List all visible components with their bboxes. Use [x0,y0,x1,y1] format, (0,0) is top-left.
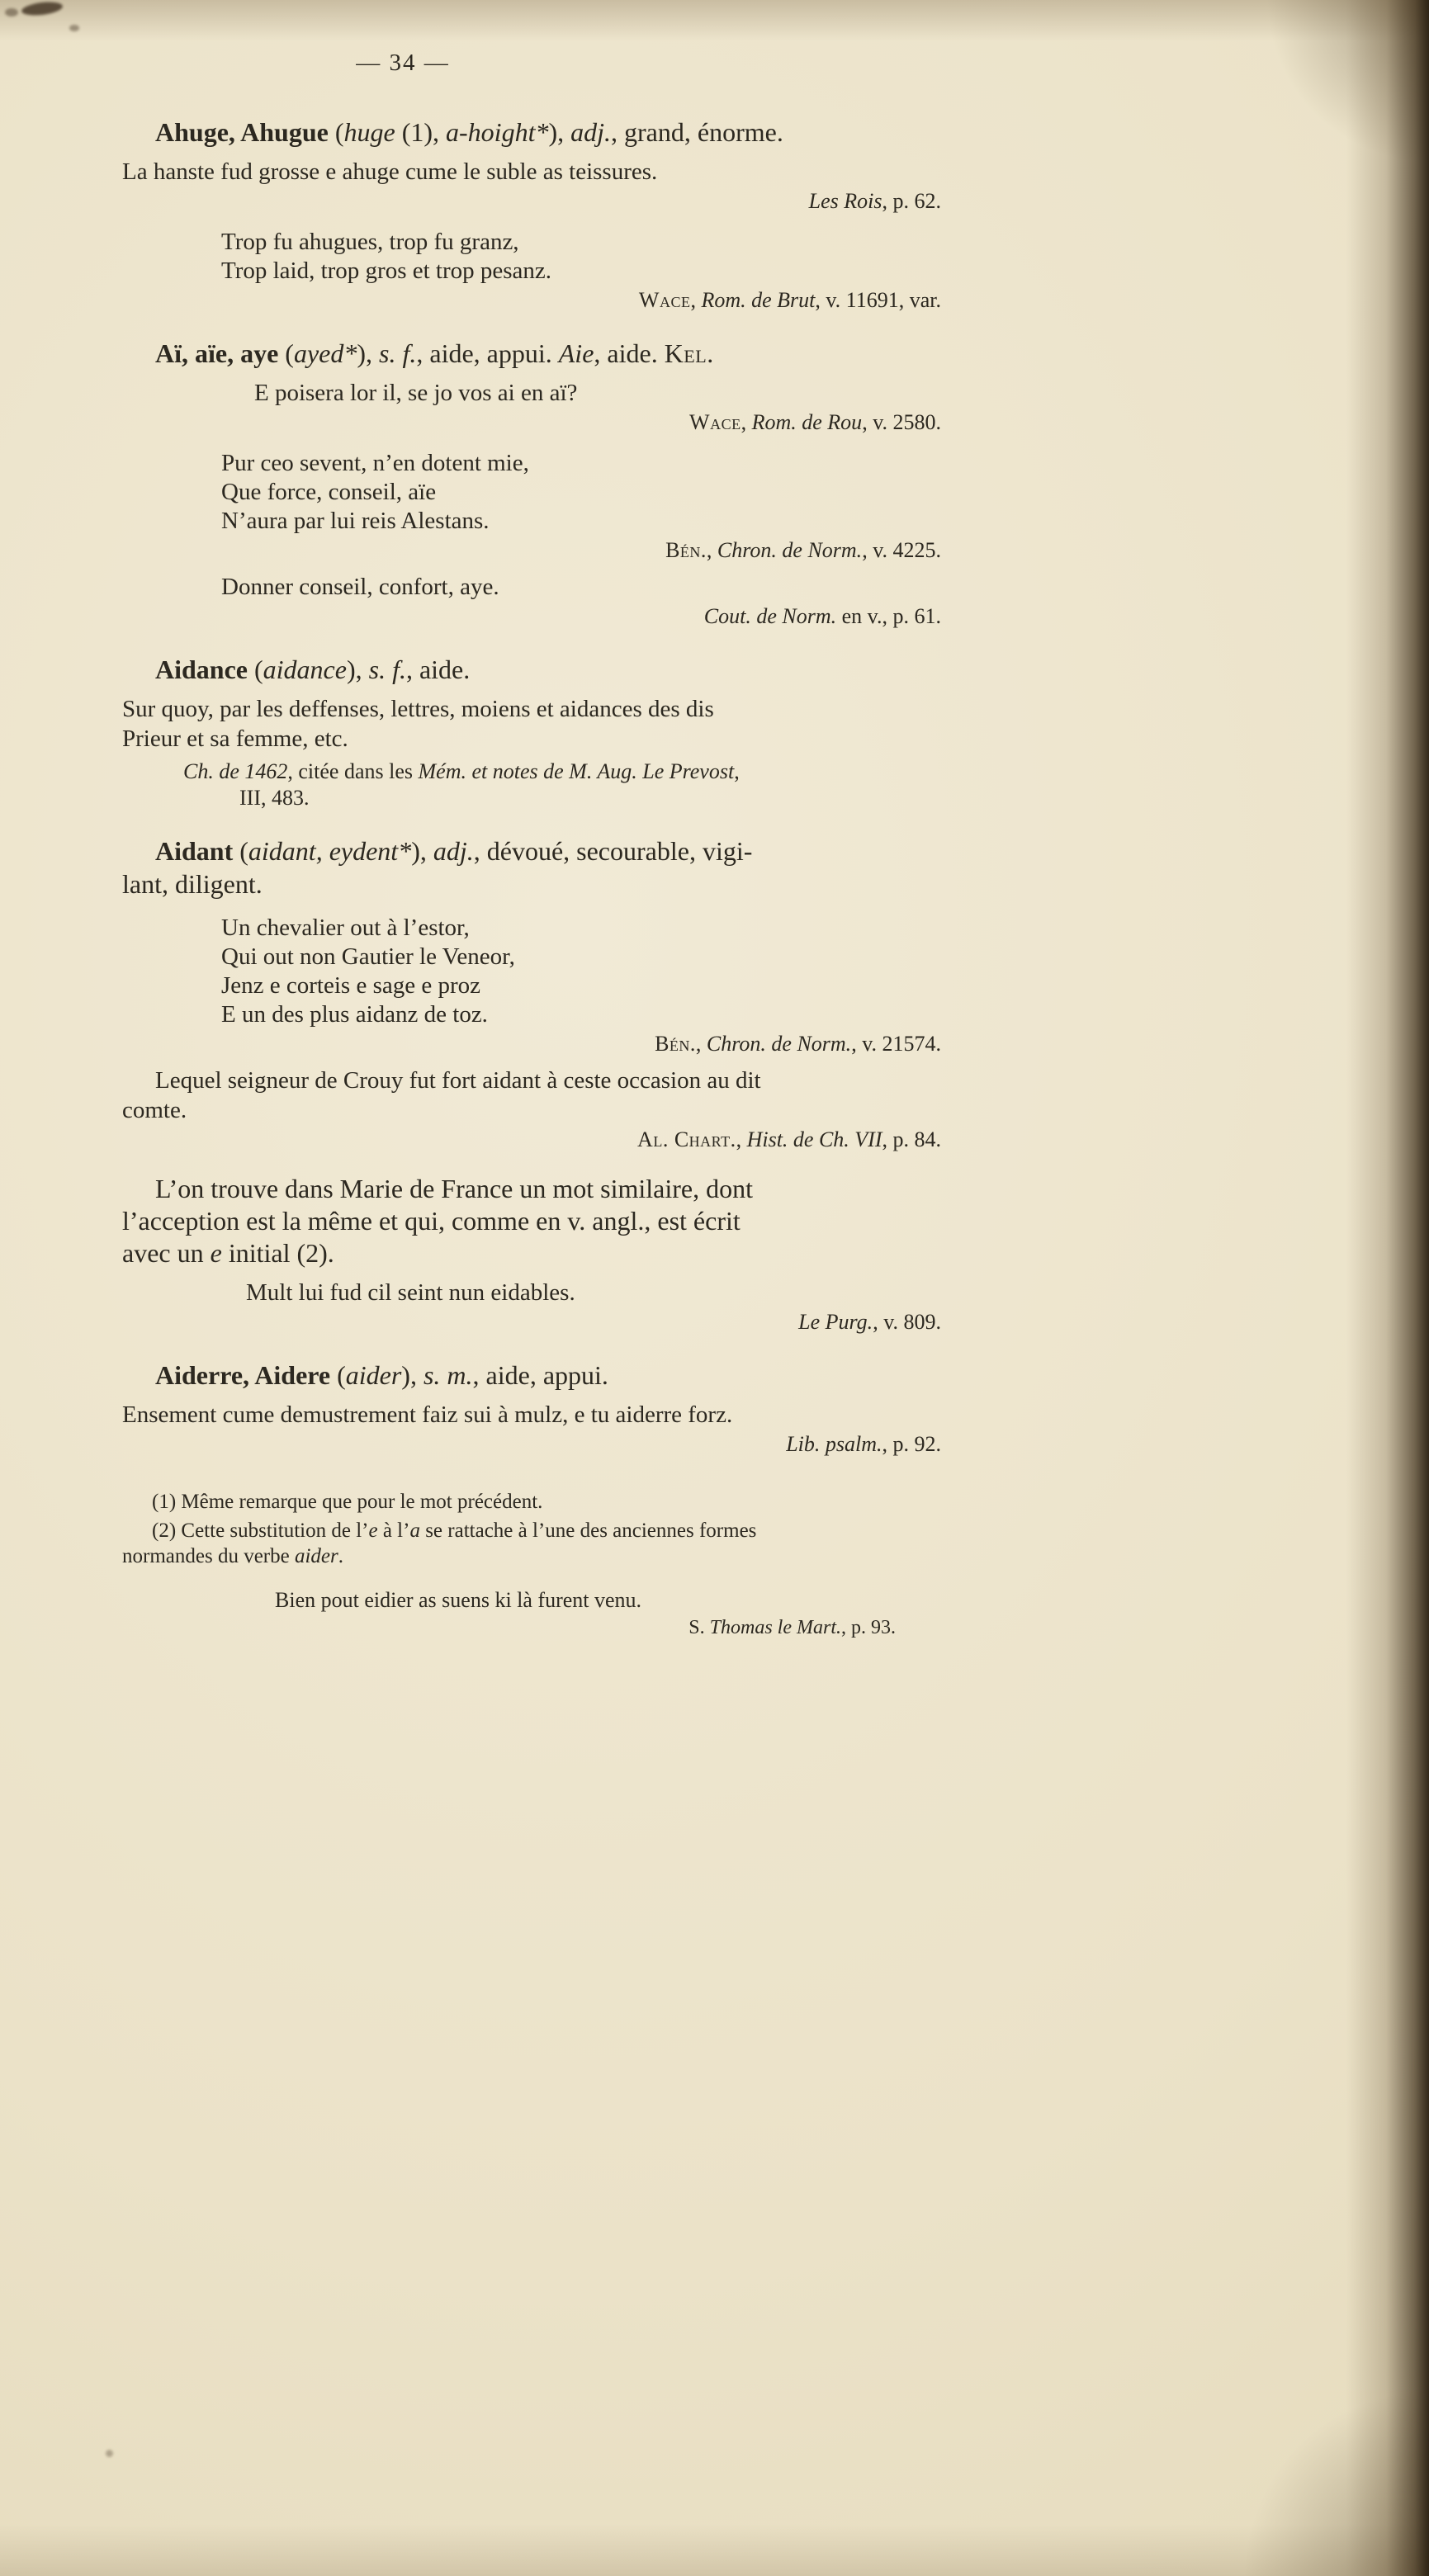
text-segment: huge [343,117,395,147]
text-segment: Que force, conseil, aïe [221,479,437,505]
text-segment: comte. [122,1097,187,1123]
citation-s-thomas [122,1615,896,1640]
quotation-sur-quoy [122,694,1249,754]
citation-ben-4225 [122,537,941,564]
text-segment: ), [411,836,433,866]
text-segment: , v. 21574. [851,1032,941,1056]
text-segment: Ensement cume demustrement faiz sui à mulz, e tu aiderre forz. [122,1401,733,1428]
text-segment: ), [401,1360,423,1390]
text-segment: ( [330,1360,346,1390]
quotation-lequel-seigneur [122,1066,1249,1125]
text-segment: , [706,538,717,562]
text-segment: , v. 2580. [862,410,941,434]
text-segment: , aide, appui. [472,1360,608,1390]
text-segment: , p. 93. [841,1617,896,1638]
text-segment: , v. 11691, var. [815,288,941,312]
quotation-la-hanste [122,157,1249,187]
text-segment: Bén. [665,538,707,562]
text-segment: aider [294,1545,338,1567]
text-segment: ), [357,338,380,368]
verse-quote-trop-fu [221,228,1249,286]
text-segment: Lib. psalm. [786,1432,882,1456]
text-segment: Le Purg. [798,1310,873,1334]
citation-lib-psalm [122,1431,941,1458]
text-segment: Al. Chart. [637,1127,736,1151]
text-segment: Hist. de Ch. VII [746,1127,882,1151]
text-segment: initial (2). [221,1238,334,1268]
ink-speck [106,2450,113,2457]
text-segment: Pur ceo sevent, n’en dotent mie, [221,450,529,476]
text-segment: Donner conseil, confort, aye. [221,574,499,600]
text-segment: ), [346,655,369,684]
text-segment: Bien pout eidier as suens ki là furent venu. [275,1588,642,1612]
text-segment: lant, diligent. [122,869,263,899]
text-segment: , p. 62. [882,189,941,213]
text-segment: , [741,410,752,434]
ink-speck [21,0,63,17]
text-segment: Mult lui fud cil seint nun eidables. [246,1279,575,1306]
entry-aiderre [122,1359,1249,1392]
text-segment: l’acception est la même et qui, comme en v. angl., est écrit [122,1206,741,1236]
text-segment: , v. 4225. [862,538,941,562]
text-segment: , dévoué, secourable, vigi- [473,836,753,866]
ink-speck [5,8,18,17]
text-segment: aidant, eydent* [248,836,412,866]
text-segment: Trop fu ahugues, trop fu granz, [221,229,519,255]
verse-quote-un-chevalier [221,914,1249,1029]
text-segment: Jenz e corteis e sage e proz [221,972,481,999]
page-content [122,48,1249,1640]
text-segment: Wace [638,288,691,312]
citation-les-rois [122,188,941,215]
text-segment: avec un [122,1238,211,1268]
text-segment: ), [548,117,571,147]
text-segment: ayed* [293,338,357,368]
citation-le-purg [122,1309,941,1335]
text-segment: s. m. [423,1360,473,1390]
text-segment: Les Rois [808,189,882,213]
text-segment: s. f. [368,655,406,684]
text-segment: L’on trouve dans Marie de France un mot similaire, dont [155,1174,753,1203]
text-segment: , v. 809. [873,1310,941,1334]
text-segment: e [210,1238,222,1268]
text-segment: se rattache à l’une des anciennes formes [419,1520,757,1542]
text-segment: s. f. [379,338,417,368]
text-segment: Bén. [655,1032,696,1056]
text-segment: E poisera lor il, se jo vos ai en aï? [254,380,578,406]
text-segment: Thomas le Mart. [709,1617,841,1638]
text-segment: , [690,288,702,312]
text-segment: (2) Cette substitution de l’ [152,1520,369,1542]
text-segment: , [695,1032,707,1056]
text-segment: Rom. de Brut [701,288,816,312]
quotation-e-poisera [254,378,1249,408]
text-segment: normandes du verbe [122,1545,295,1567]
text-segment: Prieur et sa femme, etc. [122,726,348,752]
text-segment: , p. 84. [882,1127,941,1151]
text-segment: , grand, énorme. [611,117,783,147]
text-segment: , aide, appui. [416,338,559,368]
quotation-mult-lui [246,1278,1249,1307]
text-segment: Un chevalier out à l’estor, [221,915,470,941]
text-segment: , citée dans les [287,759,419,783]
text-segment: ( [248,655,263,684]
text-segment: (1), [395,117,447,147]
text-segment: (1) Même remarque que pour le mot précédent. [152,1491,543,1513]
text-segment: Chron. de Norm. [717,538,863,562]
text-segment: Ahuge, Ahugue [155,117,329,147]
text-segment: E un des plus aidanz de toz. [221,1001,488,1028]
text-segment: en v., p. 61. [836,604,941,628]
text-segment: Sur quoy, par les deffenses, lettres, moiens et aidances des dis [122,696,714,722]
footnote-1 [122,1489,1249,1515]
text-segment: adj. [570,117,611,147]
text-segment: III, 483. [239,786,310,810]
text-segment: Kel [664,338,707,368]
text-segment: Cout. de Norm. [703,604,837,628]
text-segment: , aide. [405,655,471,684]
text-segment: a [409,1520,420,1542]
text-segment: à l’ [377,1520,410,1542]
text-segment: , aide. [594,338,665,368]
citation-ben-21574 [122,1031,941,1057]
ink-speck [69,25,79,31]
paragraph-lon-trouve [122,1173,1249,1269]
text-segment: aidance [263,655,347,684]
text-segment: Aiderre, Aidere [155,1360,331,1390]
text-segment: aider [345,1360,402,1390]
text-segment: , [734,759,740,783]
text-segment: Lequel seigneur de Crouy fut fort aidant à ceste occasion au dit [155,1067,761,1094]
entry-aidance [122,653,1249,686]
entry-ahuge [122,116,1249,149]
text-segment: . [707,338,714,368]
page-number: — 34 — [356,50,450,76]
citation-cout-norm [122,603,941,630]
quotation-ensement [122,1400,1249,1430]
text-segment: Wace [689,410,741,434]
text-segment: Rom. de Rou [751,410,863,434]
text-segment: , p. 92. [882,1432,941,1456]
entry-aidant [122,834,1249,900]
text-segment: a-hoight* [446,117,549,147]
verse-quote-pur-ceo [221,449,1249,536]
text-segment: Chron. de Norm. [706,1032,852,1056]
text-segment: ( [233,836,248,866]
text-segment: e [368,1520,378,1542]
text-segment: Aï, aïe, aye [155,338,279,368]
text-segment: S. [688,1617,710,1638]
quotation-donner-conseil [221,572,1249,602]
text-segment: Qui out non Gautier le Veneor, [221,943,515,970]
quotation-bien-pout [275,1587,1249,1614]
footnote-2 [122,1518,1249,1569]
text-segment: Mém. et notes de M. Aug. Le Prevost [418,759,735,783]
text-segment: . [338,1545,343,1567]
text-segment: ( [328,117,344,147]
entry-ai-aie-aye [122,337,1249,370]
text-segment: N’aura par lui reis Alestans. [221,508,490,534]
citation-wace-rou [122,409,941,436]
citation-ch-1462 [122,759,1249,811]
text-segment: La hanste fud grosse e ahuge cume le suble as teissures. [122,158,658,185]
text-segment: Aie [558,338,594,368]
citation-al-chart [122,1127,941,1153]
text-segment: Trop laid, trop gros et trop pesanz. [221,258,552,284]
text-segment: Ch. de 1462 [183,759,288,783]
text-segment: ( [278,338,294,368]
text-segment: , [736,1127,747,1151]
citation-wace-brut [122,287,941,314]
text-segment: adj. [433,836,474,866]
text-segment: Aidant [155,836,234,866]
text-segment: Aidance [155,655,248,684]
